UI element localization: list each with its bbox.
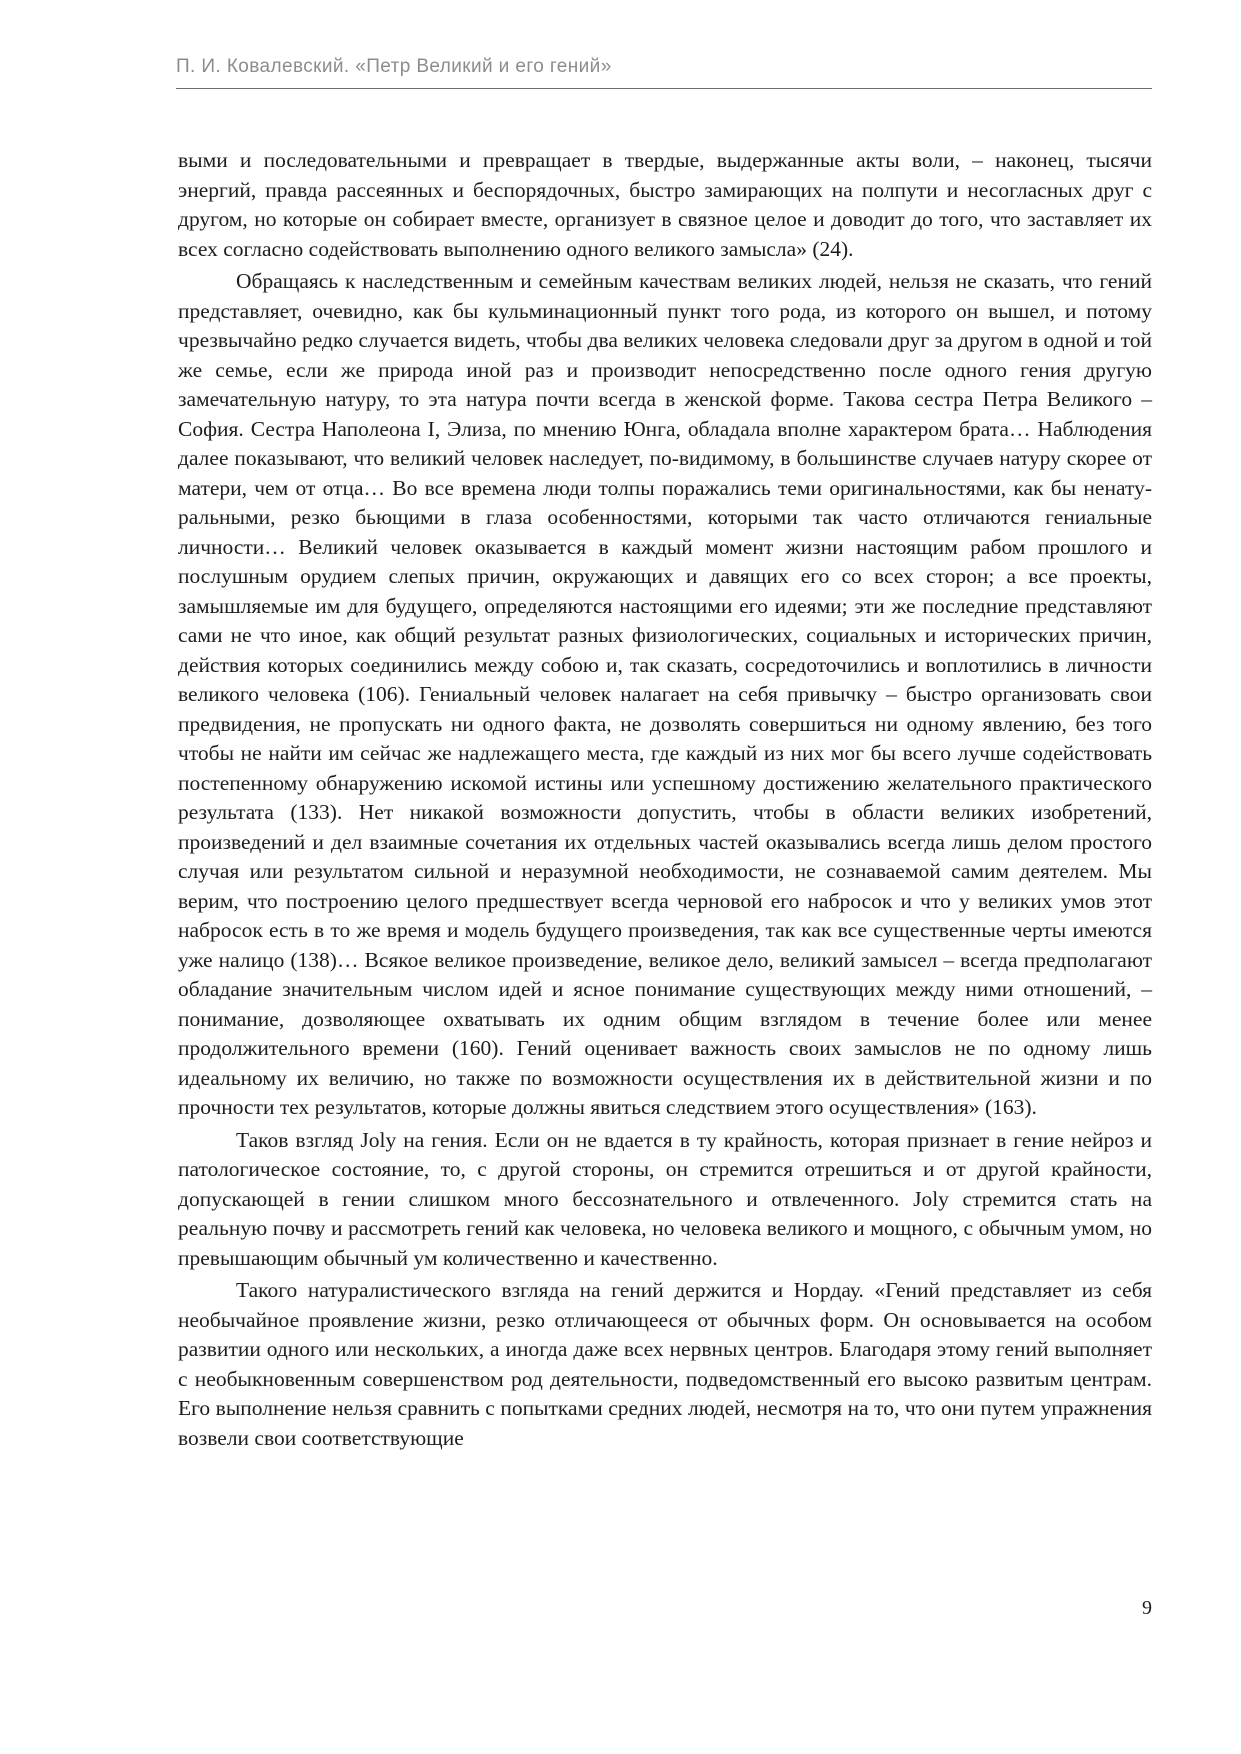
paragraph-heredity: Обращаясь к наследственным и семейным качествам великих людей, нельзя не сказать, что гений представляет, очевидно, как бы кульминационный пункт того рода, из которого он вышел, и потому чрезвычайно редко случается видеть, чтобы два великих человека следовали друг за другом в одной и той же семье, если же природа иной раз и производит непосредственно после одного гения другую замечательную натуру, то эта натура почти всегда в женской форме. Такова сестра Петра Великого – София. Сестра Наполеона I, Элиза, по мнению Юнга, обладала вполне характером брата… Наблюдения далее показывают, что великий человек наследует, по-видимому, в большинстве случаев натуру скорее от матери, чем от отца… Во все времена люди толпы поражались теми оригинальностями, как бы ненатуральными, резко бьющими в глаза особенностями, которыми так часто отличаются гениальные личности… Великий человек оказывается в каждый момент жизни настоящим рабом прошлого и послушным орудием слепых причин, окружающих и давящих его со всех сторон; а все проекты, замышляемые им для будущего, определяются настоящими его идеями; эти же последние представляют сами не что иное, как общий результат разных физиологических, социальных и исторических причин, действия которых соединились между собою и, так сказать, сосредоточились и воплотились в личности великого человека (106). Гениальный человек налагает на себя привычку – быстро организовать свои предвидения, не пропускать ни одного факта, не дозволять совершиться ни одному явлению, без того чтобы не найти им сейчас же надлежащего места, где каждый из них мог бы всего лучше содействовать постепенному обнаружению искомой истины или успешному достижению желательного практического результата (133). Нет никакой возможности допустить, чтобы в области великих изобретений, произведений и дел взаимные сочетания их отдельных частей оказывались всегда лишь делом простого случая или результатом сильной и неразумной необходимости, не сознаваемой самим деятелем. Мы верим, что построению целого предшествует всегда черновой его набросок и что у великих умов этот набросок есть в то же время и модель будущего произведения, так как все существенные черты имеются уже налицо (138)… Всякое великое произведение, великое дело, великий замысел – всегда предполагают обладание значительным числом идей и ясное понимание существующих между ними отношений, – понимание, дозволяющее охватывать их одним общим взглядом в течение более или менее продолжительного времени (160). Гений оценивает важность своих замыслов не по одному лишь идеальному их величию, но также по возможности осуществления их в действительной жизни и по прочности тех результатов, которые должны явиться следствием этого осуществления» (163). (178, 269, 1152, 1119)
body-text (178, 146, 1152, 1453)
running-header: П. И. Ковалевский. «Петр Великий и его гений» (176, 56, 612, 77)
header-rule (176, 88, 1152, 89)
paragraph-continuation: выми и последовательными и превращает в твердые, выдержанные акты воли, – наконец, тысячи энергий, правда рассеянных и беспорядочных, быстро замирающих на полпути и несогласных друг с другом, но которые он собирает вместе, организует в связное целое и доводит до того, что заставляет их всех согласно содействовать выполнению одного великого замысла» (24). (178, 148, 1152, 261)
page-number: 9 (1142, 1597, 1152, 1619)
paragraph-nordau: Такого натуралистического взгляда на гений держится и Нордау. «Гений представляет из себя необычайное проявление жизни, резко отличающееся от обычных форм. Он основывается на особом развитии одного или нескольких, а иногда даже всех нервных центров. Благодаря этому гений выполняет с необыкновенным совершенством род деятельности, подведомственный его высоко развитым центрам. Его выполнение нельзя сравнить с попытками средних людей, несмотря на то, что они путем упражнения возвели свои соответствующие (178, 1278, 1152, 1450)
paragraph-joly-view: Таков взгляд Joly на гения. Если он не вдается в ту крайность, которая признает в гение нейроз и патологическое состояние, то, с другой стороны, он стремится отрешиться и от другой крайности, допускающей в гении слишком много бессознательного и отвлеченного. Joly стремится стать на реальную почву и рассмотреть гений как человека, но человека великого и мощного, с обычным умом, но превышающим обычный ум количественно и качественно. (178, 1127, 1152, 1270)
